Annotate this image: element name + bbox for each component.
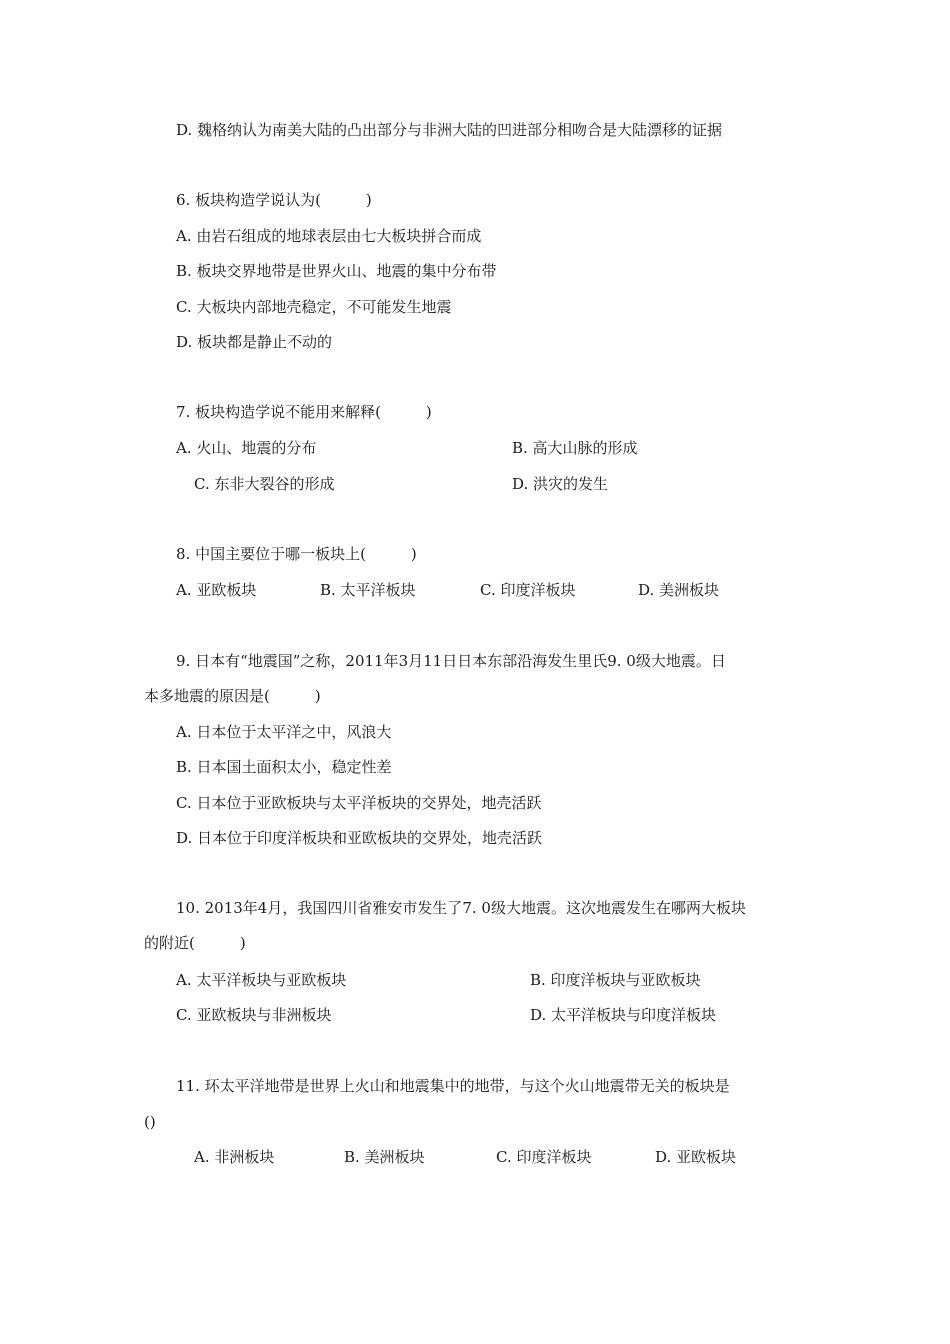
- q8-option-d: D. 美洲板块: [638, 581, 720, 599]
- q6-option-d: D. 板块都是静止不动的: [176, 333, 333, 351]
- q10-option-b: B. 印度洋板块与亚欧板块: [530, 971, 701, 989]
- q6-option-c: C. 大板块内部地壳稳定，不可能发生地震: [176, 298, 452, 316]
- q8-option-b: B. 太平洋板块: [320, 581, 416, 599]
- q8-stem: 8. 中国主要位于哪一板块上( ): [176, 545, 417, 563]
- q7-option-c: C. 东非大裂谷的形成: [194, 475, 335, 493]
- q9-option-a: A. 日本位于太平洋之中，风浪大: [176, 723, 392, 741]
- q11-option-d: D. 亚欧板块: [655, 1148, 737, 1166]
- q6-stem: 6. 板块构造学说认为( ): [176, 191, 372, 209]
- q11-stem-line-1: 11. 环太平洋地带是世界上火山和地震集中的地带，与这个火山地震带无关的板块是: [176, 1077, 730, 1095]
- q9-option-d: D. 日本位于印度洋板块和亚欧板块的交界处，地壳活跃: [176, 829, 543, 847]
- q6-option-a: A. 由岩石组成的地球表层由七大板块拼合而成: [176, 227, 482, 245]
- q11-option-b: B. 美洲板块: [344, 1148, 425, 1166]
- q11-stem-line-2: (): [144, 1113, 156, 1131]
- q10-stem-line-2: 的附近( ): [144, 934, 246, 952]
- q6-option-b: B. 板块交界地带是世界火山、地震的集中分布带: [176, 262, 497, 280]
- q10-stem-line-1: 10. 2013年4月，我国四川省雅安市发生了7. 0级大地震。这次地震发生在哪两大板块: [176, 899, 746, 917]
- q10-option-d: D. 太平洋板块与印度洋板块: [530, 1006, 717, 1024]
- q9-stem-line-2: 本多地震的原因是( ): [144, 687, 321, 705]
- q7-option-a: A. 火山、地震的分布: [176, 439, 317, 457]
- q8-option-a: A. 亚欧板块: [176, 581, 257, 599]
- q7-option-b: B. 高大山脉的形成: [512, 439, 638, 457]
- q7-stem: 7. 板块构造学说不能用来解释( ): [176, 403, 432, 421]
- q11-option-a: A. 非洲板块: [194, 1148, 275, 1166]
- q5-option-d: D. 魏格纳认为南美大陆的凸出部分与非洲大陆的凹进部分相吻合是大陆漂移的证据: [176, 121, 723, 139]
- q11-option-c: C. 印度洋板块: [496, 1148, 592, 1166]
- q7-option-d: D. 洪灾的发生: [512, 475, 609, 493]
- q10-option-c: C. 亚欧板块与非洲板块: [176, 1006, 332, 1024]
- q9-stem-line-1: 9. 日本有“地震国”之称，2011年3月11日日本东部沿海发生里氏9. 0级大地震。日: [176, 652, 726, 670]
- q8-option-c: C. 印度洋板块: [480, 581, 576, 599]
- q9-option-b: B. 日本国土面积太小，稳定性差: [176, 758, 392, 776]
- q10-option-a: A. 太平洋板块与亚欧板块: [176, 971, 347, 989]
- q9-option-c: C. 日本位于亚欧板块与太平洋板块的交界处，地壳活跃: [176, 794, 542, 812]
